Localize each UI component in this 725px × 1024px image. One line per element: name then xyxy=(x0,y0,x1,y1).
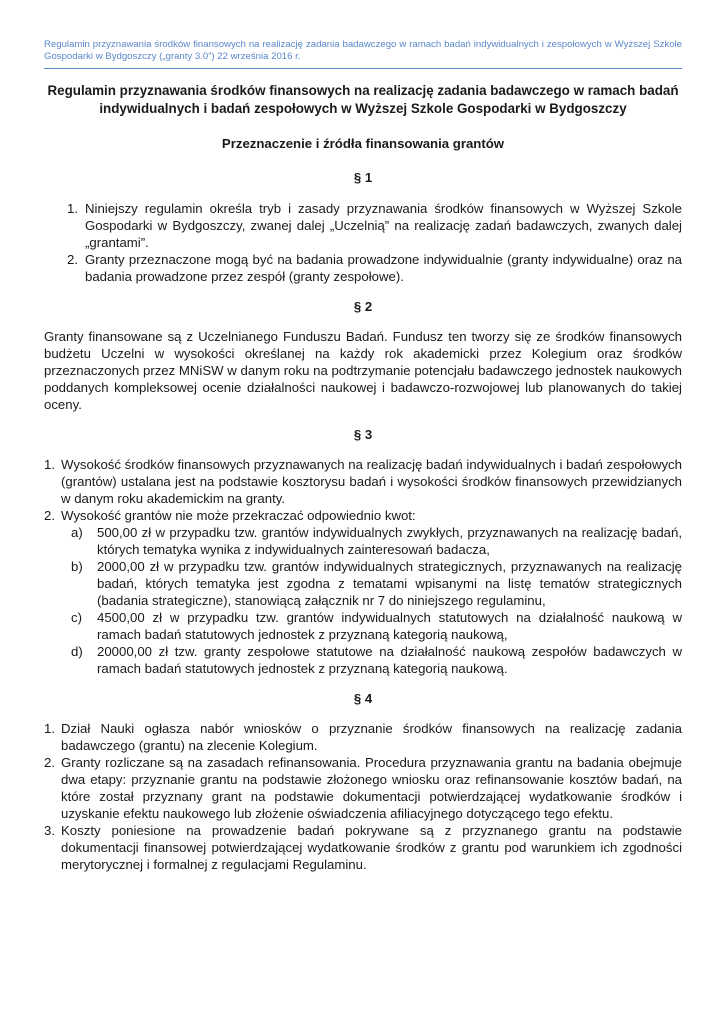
item-text: 2000,00 zł w przypadku tzw. grantów indywidualnych strategicznych, przyznawanych na realizację badań, których tematyka jest zgodna z tematami wpisanymi na listę tematów strategicznych (badania strategiczne), stanowiącą załącznik nr 7 do niniejszego regulaminu, xyxy=(97,559,682,608)
item-number: 1. xyxy=(67,201,78,216)
section-4-list xyxy=(44,720,682,873)
list-item xyxy=(67,251,682,285)
list-item xyxy=(44,456,682,507)
list-item xyxy=(44,822,682,873)
list-item xyxy=(44,754,682,822)
list-item xyxy=(44,507,682,524)
item-number: 2. xyxy=(44,508,55,523)
document-body xyxy=(44,82,682,873)
list-item xyxy=(61,558,682,609)
item-text: Dział Nauki ogłasza nabór wniosków o przyznanie środków finansowych na realizację zadania badawczego (grantu) na zlecenie Kolegium. xyxy=(61,721,682,753)
item-text: Niniejszy regulamin określa tryb i zasady przyznawania środków finansowych w Wyższej Szkole Gospodarki w Bydgoszczy, zwanej dalej „Uczelnią” na realizację zadań badawczych, zwanych dalej „grantami”. xyxy=(85,201,682,250)
list-item xyxy=(61,609,682,643)
header-divider xyxy=(44,68,682,69)
list-item xyxy=(61,643,682,677)
item-letter: b) xyxy=(71,559,83,574)
document-subtitle: Przeznaczenie i źródła finansowania grantów xyxy=(221,136,505,151)
section-1-list xyxy=(44,200,682,285)
item-text: 4500,00 zł w przypadku tzw. grantów indywidualnych statutowych na działalność naukową w ramach badań statutowych jednostek z przyznaną kategorią naukową, xyxy=(97,610,682,642)
list-item xyxy=(44,720,682,754)
section-4-heading: § 4 xyxy=(353,691,373,706)
item-number: 1. xyxy=(44,721,55,736)
item-letter: d) xyxy=(71,644,83,659)
section-3-heading: § 3 xyxy=(353,427,373,442)
item-letter: c) xyxy=(71,610,82,625)
running-header: Regulamin przyznawania środków finansowych na realizację zadania badawczego w ramach badań indywidualnych i zespołowych w Wyższej Szkole Gospodarki w Bydgoszczy („granty 3.0”) 22 września 2016 r. xyxy=(44,39,682,62)
document-title: Regulamin przyznawania środków finansowych na realizację zadania badawczego w ramach badań indywidualnych i badań zespołowych w Wyższej Szkole Gospodarki w Bydgoszczy xyxy=(47,83,679,116)
item-number: 1. xyxy=(44,457,55,472)
item-text: 500,00 zł w przypadku tzw. grantów indywidualnych zwykłych, przyznawanych na realizację badań, których tematyka wynika z indywidualnych zainteresowań badacza, xyxy=(97,525,682,557)
item-letter: a) xyxy=(71,525,83,540)
item-text: Koszty poniesione na prowadzenie badań pokrywane są z przyznanego grantu na podstawie dokumentacji finansowej potwierdzającej wydatkowanie środków z grantu pod warunkiem ich zgodności merytorycznej i formalnej z regulacjami Regulaminu. xyxy=(61,823,682,872)
item-number: 2. xyxy=(44,755,55,770)
list-item xyxy=(67,200,682,251)
grant-limits-list xyxy=(61,524,682,677)
section-3-list xyxy=(44,456,682,524)
section-1-heading: § 1 xyxy=(353,170,373,185)
item-text: 20000,00 zł tzw. granty zespołowe statutowe na działalność naukową zespołów badawczych w ramach badań statutowych jednostek z przyznaną kategorią naukową. xyxy=(97,644,682,676)
item-number: 3. xyxy=(44,823,55,838)
section-2-paragraph: Granty finansowane są z Uczelnianego Funduszu Badań. Fundusz ten tworzy się ze środków finansowych budżetu Uczelni w wysokości określanej na każdy rok akademicki przez Kolegium oraz środków przeznaczonych przez MNiSW w danym roku na podtrzymanie potencjału badawczego jednostek naukowych poddanych kompleksowej ocenie działalności naukowej i badawczo-rozwojowej lub planowanych do takiej oceny. xyxy=(44,329,682,412)
item-text: Wysokość środków finansowych przyznawanych na realizację badań indywidualnych i badań zespołowych (grantów) ustalana jest na podstawie kosztorysu badań i wysokości środków finansowych przewidzianych w danym roku akademickim na granty. xyxy=(61,457,682,506)
item-text: Granty rozliczane są na zasadach refinansowania. Procedura przyznawania grantu na badania obejmuje dwa etapy: przyznanie grantu na podstawie złożonego wniosku oraz refinansowanie kosztów badań, na które został przyznany grant na podstawie dokumentacji potwierdzającej wydatkowanie środków i uzyskanie efektu naukowego lub złożenie oświadczenia afiliacyjnego dotyczącego tego efektu. xyxy=(61,755,682,821)
item-text: Wysokość grantów nie może przekraczać odpowiednio kwot: xyxy=(61,508,416,523)
list-item xyxy=(61,524,682,558)
section-2-heading: § 2 xyxy=(353,299,373,314)
item-number: 2. xyxy=(67,252,78,267)
item-text: Granty przeznaczone mogą być na badania prowadzone indywidualnie (granty indywidualne) oraz na badania prowadzone przez zespół (granty zespołowe). xyxy=(85,252,682,284)
